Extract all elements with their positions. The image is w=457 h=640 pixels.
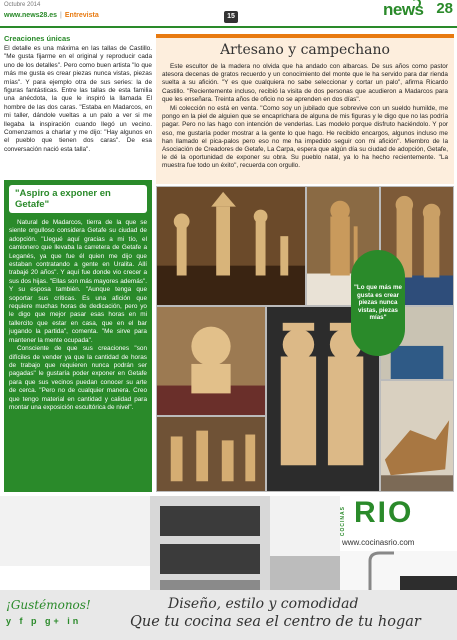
ad-tagline-2: Que tu cocina sea el centro de tu hogar — [130, 614, 421, 630]
photo-small-figures — [156, 416, 266, 492]
section-label: Entrevista — [64, 12, 99, 19]
page-number: 15 — [224, 11, 238, 23]
advertisement — [0, 496, 457, 640]
kitchen-image — [0, 496, 340, 590]
issue-date: Octubre 2014 — [4, 2, 41, 8]
news28-logo — [383, 0, 453, 22]
website-line — [4, 12, 99, 19]
divider: | — [60, 12, 62, 19]
left-body: El detalle es una máxima en las tallas de Castillo. "Me gusta fijarme en el original y reproducir cada uno de los detalles". Pero como buen artista "lo que más me gusta es crear piezas nunca vistas, piezas mías". Y para ejemplo otra de sus series: la de figuras fantásticas. Entre las tallas de esta familia una anécdota, la que le inspiró la llamada El hombre de las dos caras. "Estaba en Madarcos, en mi taller, dándole vueltas a un palo a ver si me llegaba la inspiración cuando llegó un vecino. Comenzamos a charlar y me dijo: "Hay algunos en el pueblo que tienen dos caras". De esa conversación nació esta talla". — [4, 45, 152, 153]
ad-tagline-1: Diseño, estilo y comodidad — [168, 596, 359, 612]
ad-website-link[interactable]: www.cocinasrio.com — [342, 538, 415, 547]
sidebar-title: "Aspiro a exponer en Getafe" — [9, 185, 147, 213]
photo-dragon — [380, 380, 454, 492]
left-column — [4, 34, 152, 154]
photo-wood-figures — [156, 186, 306, 306]
website-link[interactable]: www.news28.es — [4, 12, 58, 19]
ad-brand-logo: RIO — [354, 496, 414, 529]
sink-faucet-image — [340, 551, 457, 590]
sidebar-paragraph: Consciente de que sus creaciones "son difíciles de vender ya que la cantidad de horas de trabajo que requieren nunca podrán ser pagadas" le gustaría poder exponer en Getafe para que sus vecinos puedan conocer su arte de cerca. "Pero no de cualquier manera. Creo que tengo material en cantidad y calidad para montar una exposición escultórica de nivel". — [9, 345, 147, 411]
left-heading: Creaciones únicas — [4, 34, 71, 43]
sidebar-paragraph: Natural de Madarcos, tierra de la que se siente orgulloso considera Getafe su ciudad de adopción. "Llegué aquí gracias a mi tío, el camionero que llevaba la carretera de Getafe a Leganés, ya que fue él quien me dijo que estaban contratando a gente en Uralita. Allí trabajé 20 años". Y aquí fue donde vio crecer a sus dos hijas. "Ellas son más mayores además". Y su esposa también. "Aunque tenga que soportar sus críticas. Es una afición que requiere muchas horas de dedicación, pero yo le digo que mejor pasar esas horas en mi tallercito que estar en casa, que en el bar jugando la partida", comenta. "Me sirve para mantener la mente ocupada". — [9, 219, 147, 344]
article-paragraph: Este escultor de la madera no olvida que ha andado con albarcas. De sus años como pastor atesora decenas de gratos recuerdo y un conocimiento del monte que le ha servido para dar rienda suelta a su afición. "Y es que cualquiera no sabe seleccionar y cortar un palo", afirma Ricardo Castillo. "Recientemente incluso, recibió la visita de dos personas que acudieron a Madarcos para que les enseñara. Treinta años de oficio no se aprenden en dos días". — [162, 63, 448, 103]
photo-collage — [156, 186, 454, 492]
article-title: Artesano y campechano — [220, 42, 390, 58]
ad-footer-band — [0, 590, 457, 640]
logo-word: news — [383, 0, 424, 19]
ad-brand-vertical: COCINAS — [340, 506, 346, 537]
sidebar-box — [4, 180, 152, 492]
header-rule — [0, 26, 457, 28]
ad-slogan: ¡Gustémonos! — [6, 598, 91, 612]
logo-number: 28 — [436, 0, 453, 17]
photo-bust — [156, 306, 266, 416]
article-box — [156, 34, 454, 184]
article-paragraph: Mi colección no está en venta. "Como soy un jubilado que sobrevive con un sueldo humilde, me pongo en la piel de alguien que se encapricharа de alguna de mis figuras y le digo que no las podría pagar. Pero no las hago con intención de venderlas. Las modelo porque disfruto haciéndolo. Y por eso, me gustaría poder mostrar a la gente lo que hago. He recibido encargos, algunos incluso me han llamado el pica-palos pero eso no me ha impedido seguir con mi afición". Miembro de la Asociación de Creadores de Getafe, La Carpa, espera que algún día su ciudad de adopción, Getafe, le dé la oportunidad de exponer su obra. Su pueblo natal, ya lo ha hecho recientemente. "La muestra fue todo un éxito", recuerda con orgullo. — [162, 105, 448, 170]
pull-quote: "Lo que más me gusta es crear piezas nunca vistas, piezas mías" — [351, 250, 405, 356]
social-icons[interactable]: y f p g+ in — [6, 616, 82, 626]
